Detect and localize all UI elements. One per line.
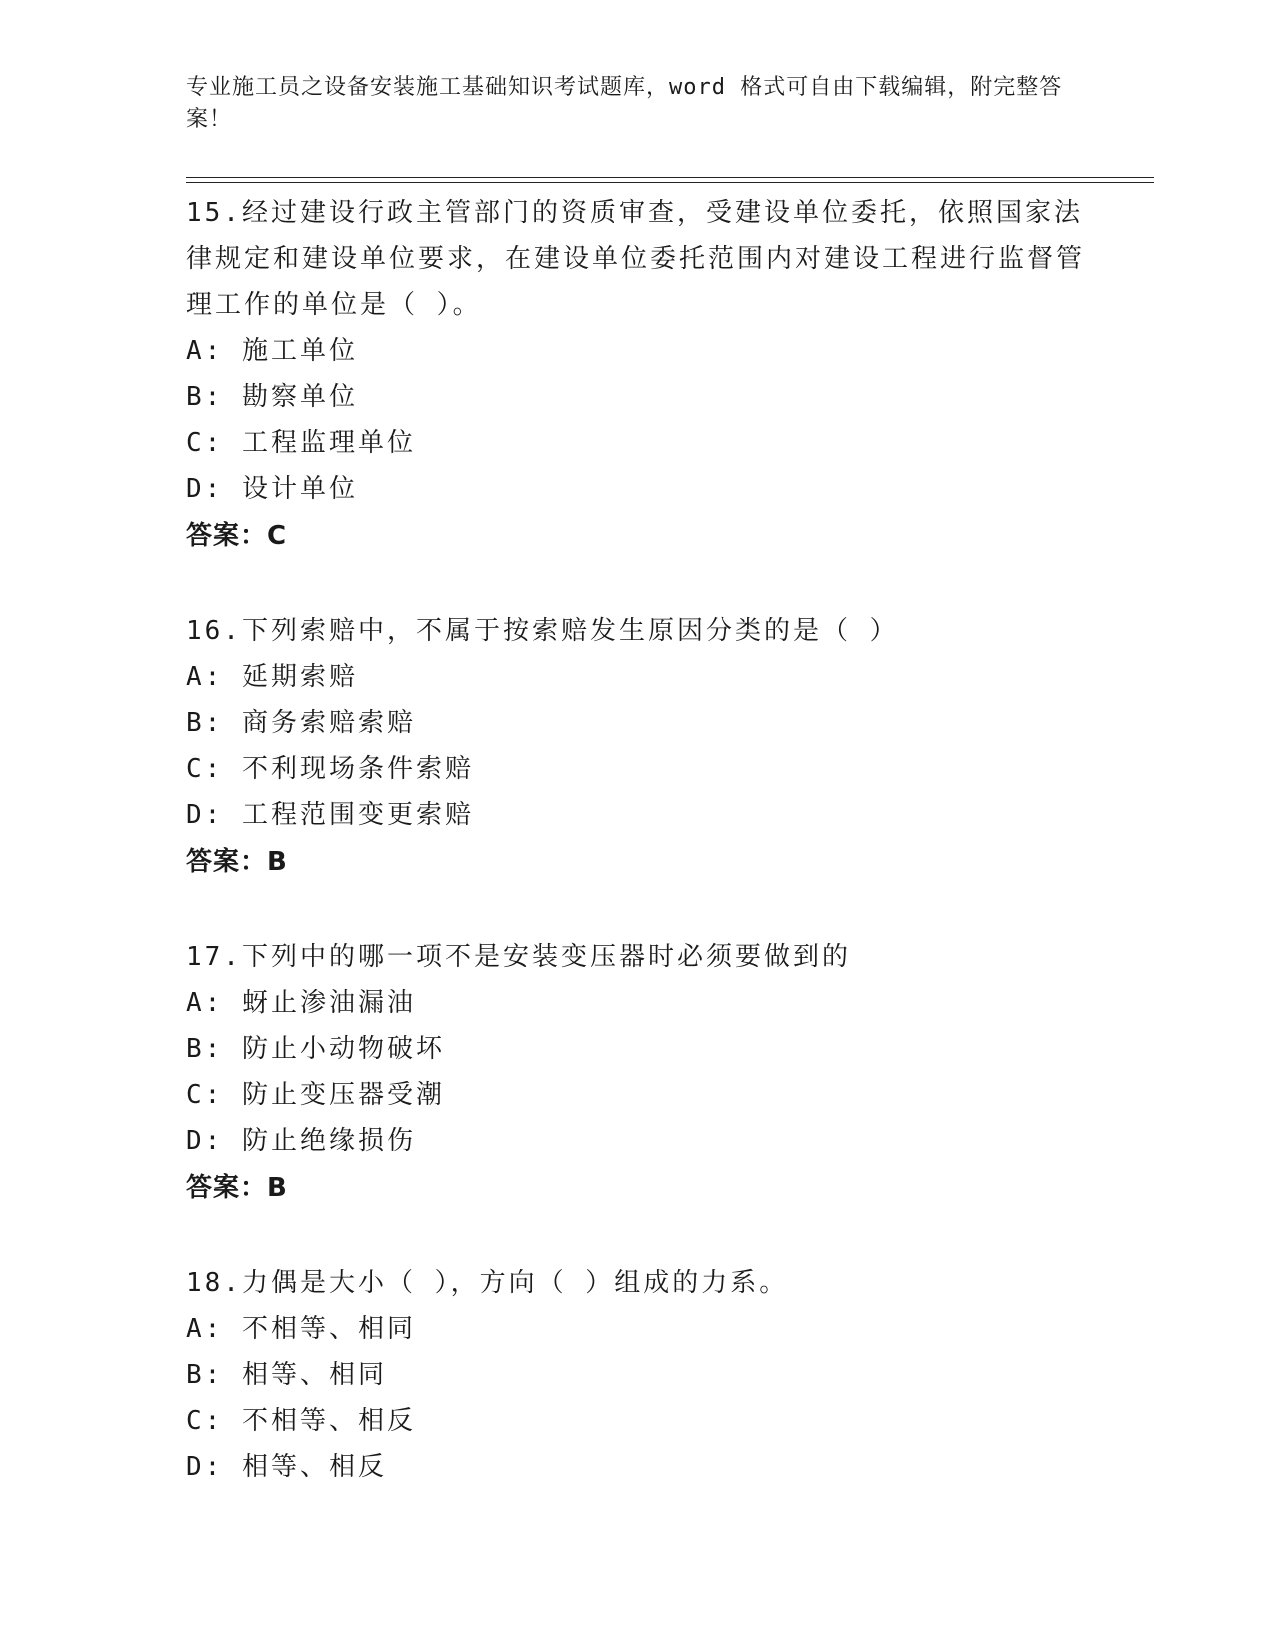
question-text: 18.力偶是大小（ ），方向（ ）组成的力系。 [186,1268,789,1298]
question-text: 15.经过建设行政主管部门的资质审查，受建设单位委托，依照国家法律规定和建设单位要求，在建设单位委托范围内对建设工程进行监督管理工作的单位是（ ）。 [186,198,1086,320]
answer: 答案：C [186,521,288,551]
option-d: D: 防止绝缘损伤 [186,1126,416,1156]
document-intro [186,72,1066,136]
option-c: C: 工程监理单位 [186,428,416,458]
question-16 [186,608,1086,886]
option-b: B: 商务索赔索赔 [186,708,416,738]
option-a: A: 施工单位 [186,336,358,366]
option-d: D: 设计单位 [186,474,358,504]
header-divider-bottom [186,182,1154,183]
answer: 答案：B [186,847,288,877]
option-a: A: 延期索赔 [186,662,358,692]
question-list [186,190,1086,1538]
answer: 答案：B [186,1173,288,1203]
option-d: D: 工程范围变更索赔 [186,800,474,830]
option-b: B: 勘察单位 [186,382,358,412]
option-d: D: 相等、相反 [186,1452,387,1482]
question-15 [186,190,1086,560]
question-17 [186,934,1086,1212]
option-a: A: 不相等、相同 [186,1314,416,1344]
option-a: A: 蚜止渗油漏油 [186,988,416,1018]
intro-text: 专业施工员之设备安装施工基础知识考试题库，word 格式可自由下载编辑，附完整答案！ [186,75,1063,132]
option-b: B: 防止小动物破坏 [186,1034,445,1064]
question-text: 17.下列中的哪一项不是安装变压器时必须要做到的 [186,942,851,972]
option-c: C: 防止变压器受潮 [186,1080,445,1110]
option-c: C: 不相等、相反 [186,1406,416,1436]
option-b: B: 相等、相同 [186,1360,387,1390]
option-c: C: 不利现场条件索赔 [186,754,474,784]
question-18 [186,1260,1086,1490]
header-divider-top [186,177,1154,178]
question-text: 16.下列索赔中，不属于按索赔发生原因分类的是（ ） [186,616,899,646]
